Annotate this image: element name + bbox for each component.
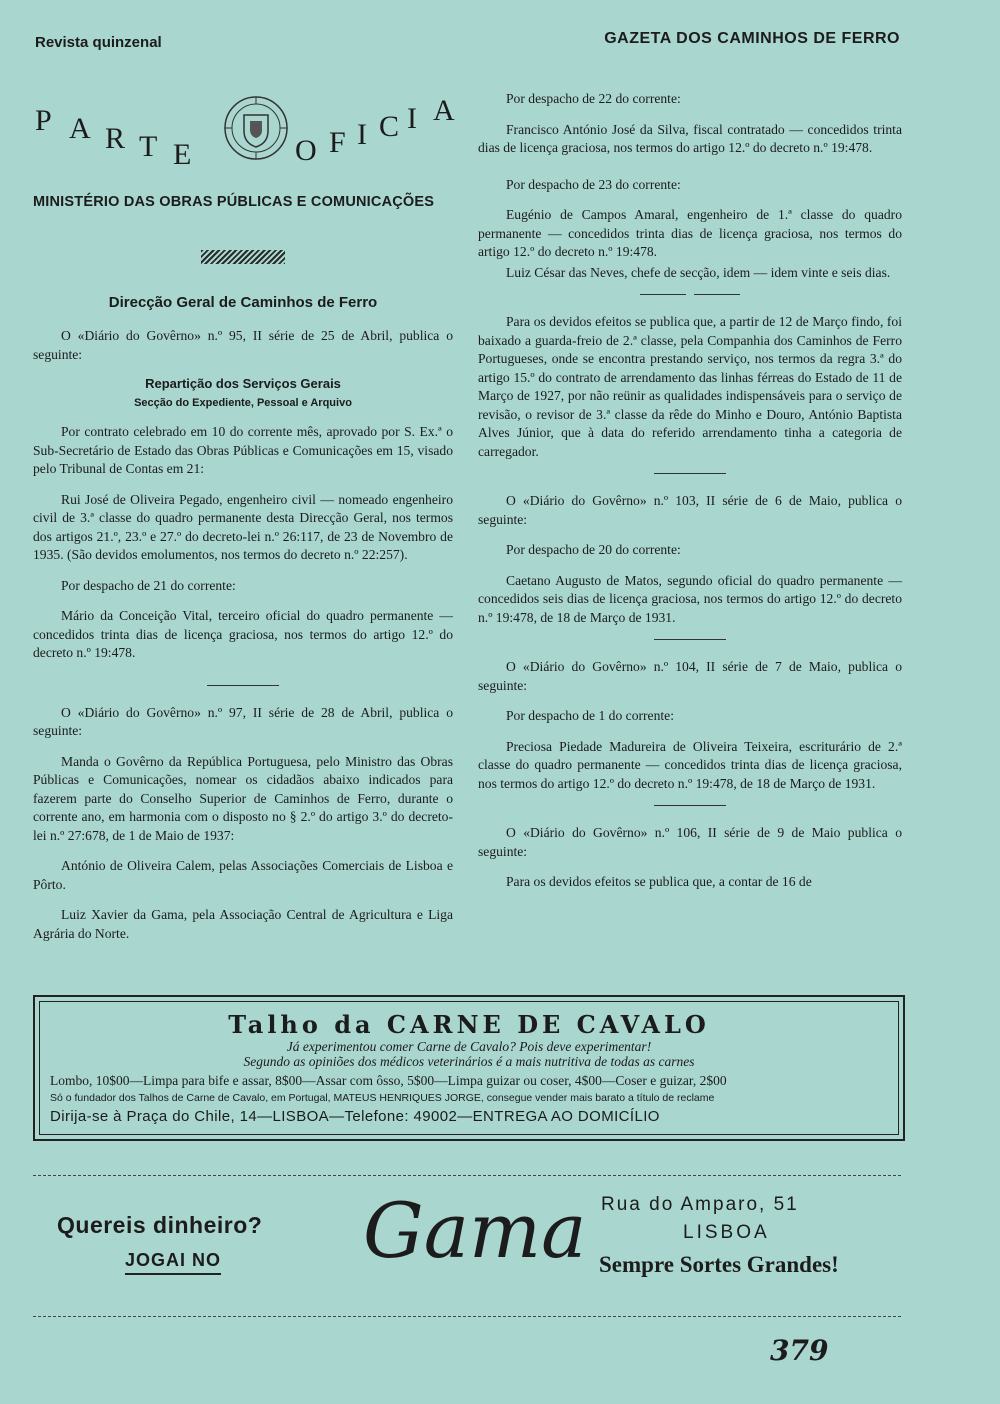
coat-of-arms-icon	[223, 95, 289, 161]
ad-founder-note: Só o fundador dos Talhos de Carne de Cavalo, em Portugal, MATEUS HENRIQUES JORGE, consegue vender mais barato a título de reclame	[50, 1092, 715, 1104]
title-letter: R	[105, 122, 128, 155]
divider	[640, 294, 740, 295]
paragraph: António de Oliveira Calem, pelas Associações Comerciais de Lisboa e Pôrto.	[33, 858, 453, 892]
paragraph: Eugénio de Campos Amaral, engenheiro de 1.ª classe do quadro permanente — concedidos trinta dias de licença graciosa, nos termos do artigo 12.º do decreto n.º 19:478.	[478, 207, 902, 259]
paragraph: Caetano Augusto de Matos, segundo oficial do quadro permanente — concedidos seis dias de licença graciosa, nos termos do artigo 12.º do decreto n.º 19:478, de 18 de Março de 1931.	[478, 572, 902, 625]
ad-title: Talho da CARNE DE CAVALO	[228, 1010, 710, 1039]
header-right: GAZETA DOS CAMINHOS DE FERRO	[604, 30, 900, 47]
title-letter: T	[139, 130, 160, 163]
paragraph: Rui José de Oliveira Pegado, engenheiro civil — nomeado engenheiro civil de 3.ª classe do quadro permanente desta Direcção Geral, nos termos dos artigos 21.º, 23.º e 27.º do decreto-lei n.º 26:117, de 23 de Novembro de 1935. (São devidos emolumentos, nos termos do decreto n.º 22:257).	[33, 491, 453, 562]
paragraph: Por despacho de 1 do corrente:	[506, 708, 674, 723]
ad-city: LISBOA	[683, 1222, 770, 1243]
paragraph: Para os devidos efeitos se publica que, a contar de 16 de	[506, 874, 812, 889]
divider	[654, 805, 726, 806]
paragraph: Luiz Xavier da Gama, pela Associação Central de Agricultura e Liga Agrária do Norte.	[33, 907, 453, 941]
title-letter: I	[357, 118, 369, 151]
paragraph: Por despacho de 22 do corrente:	[506, 91, 681, 106]
paragraph: O «Diário do Govêrno» n.º 95, II série de 25 de Abril, publica o seguinte:	[33, 328, 453, 362]
paragraph: O «Diário do Govêrno» n.º 97, II série de 28 de Abril, publica o seguinte:	[33, 704, 453, 738]
title-letter: F	[329, 126, 348, 159]
ad-tagline: Já experimentou comer Carne de Cavalo? Pois deve experimentar!	[286, 1039, 652, 1054]
divider	[207, 685, 279, 686]
paragraph: O «Diário do Govêrno» n.º 106, II série de 9 de Maio publica o seguinte:	[478, 825, 902, 859]
ad-slogan: Sempre Sortes Grandes!	[599, 1252, 839, 1277]
paragraph: Francisco António José da Silva, fiscal contratado — concedidos trinta dias de licença graciosa, nos termos do artigo 12.º do decreto n.º 19:478.	[478, 121, 902, 155]
subsection-subtitle: Secção do Expediente, Pessoal e Arquivo	[134, 397, 352, 409]
paragraph: Para os devidos efeitos se publica que, a partir de 12 de Março findo, foi baixado a guarda-freio de 2.ª classe, pela Companhia dos Caminhos de Ferro Portugueses, onde se encontra prestando serviço, nos termos da regra 3.ª do artigo 15.º do contrato de arrendamento das linhas férreas do Estado de 11 de Março de 1927, por não reünir as qualidades indispensáveis para o serviço de revisão, o revisor de 3.ª classe da rêde do Minho e Douro, António Baptista Alves Júnior, que à data do referido arrendamento tinha a categoria de carregador.	[478, 314, 902, 459]
left-column	[33, 90, 457, 955]
ad-call-to-play: JOGAI NO	[125, 1250, 221, 1275]
title-letter: A	[433, 94, 457, 127]
ad-tagline: Segundo as opiniões dos médicos veterinários é a mais nutritiva de todas as carnes	[243, 1054, 695, 1069]
section-title: Direcção Geral de Caminhos de Ferro	[108, 294, 378, 311]
paragraph: O «Diário do Govêrno» n.º 103, II série de 6 de Maio, publica o seguinte:	[478, 493, 902, 527]
paragraph: Por despacho de 21 do corrente:	[61, 577, 236, 593]
divider	[654, 473, 726, 474]
right-column	[478, 90, 902, 904]
title-letter: A	[69, 112, 93, 145]
title-letter: P	[35, 104, 54, 137]
hatched-divider	[201, 250, 285, 264]
paragraph: O «Diário do Govêrno» n.º 104, II série de 7 de Maio, publica o seguinte:	[478, 659, 902, 693]
ministry-heading: MINISTÉRIO DAS OBRAS PÚBLICAS E COMUNICAÇÕES	[33, 194, 435, 210]
paragraph: Por contrato celebrado em 10 do corrente mês, aprovado por S. Ex.ª o Sub-Secretário de Estado das Obras Públicas e Comunicações em 15, visado pelo Tribunal de Contas em 21:	[33, 424, 453, 476]
page-number: 379	[770, 1334, 829, 1367]
ad-address: Dirija-se à Praça do Chile, 14—LISBOA—Telefone: 49002—ENTREGA AO DOMICÍLIO	[50, 1108, 660, 1125]
paragraph: Mário da Conceição Vital, terceiro oficial do quadro permanente — concedidos trinta dias de licença graciosa, nos termos do artigo 12.º do decreto n.º 19:478.	[33, 608, 453, 660]
parte-oficial-title	[33, 90, 457, 190]
paragraph: Por despacho de 23 do corrente:	[506, 176, 681, 192]
horse-meat-advertisement	[33, 995, 905, 1141]
ad-prices: Lombo, 10$00—Limpa para bife e assar, 8$00—Assar com ôsso, 5$00—Limpa guizar ou coser, 4$00—Coser e guizar, 2$00	[50, 1073, 727, 1088]
paragraph: Preciosa Piedade Madureira de Oliveira Teixeira, escriturário de 2.ª classe do quadro permanente — concedidos trinta dias de licença graciosa, nos termos do artigo 12.º do decreto n.º 19:478, de 18 de Março de 1931.	[478, 738, 902, 791]
lottery-advertisement	[33, 1175, 901, 1317]
title-letter: E	[173, 138, 194, 171]
title-letter: C	[379, 110, 402, 143]
ad-street: Rua do Amparo, 51	[601, 1194, 799, 1215]
paragraph: Luiz César das Neves, chefe de secção, idem — idem vinte e seis dias.	[506, 264, 891, 280]
title-letter: I	[407, 102, 419, 135]
paragraph: Manda o Govêrno da República Portuguesa, pelo Ministro das Obras Públicas e Comunicações, nomear os cidadãos abaixo indicados para fazerem parte do Conselho Superior de Caminhos de Ferro, durante o corrente ano, em harmonia com o disposto no § 2.º do artigo 3.º do decreto-lei n.º 27:678, de 1 de Maio de 1937:	[33, 753, 453, 843]
divider	[654, 639, 726, 640]
subsection-title: Repartição dos Serviços Gerais	[145, 376, 341, 391]
ad-question: Quereis dinheiro?	[57, 1212, 263, 1238]
ad-brand-logo: Gama	[363, 1186, 587, 1275]
header-left: Revista quinzenal	[35, 34, 162, 51]
paragraph: Por despacho de 20 do corrente:	[506, 542, 681, 557]
title-letter: O	[295, 134, 319, 167]
